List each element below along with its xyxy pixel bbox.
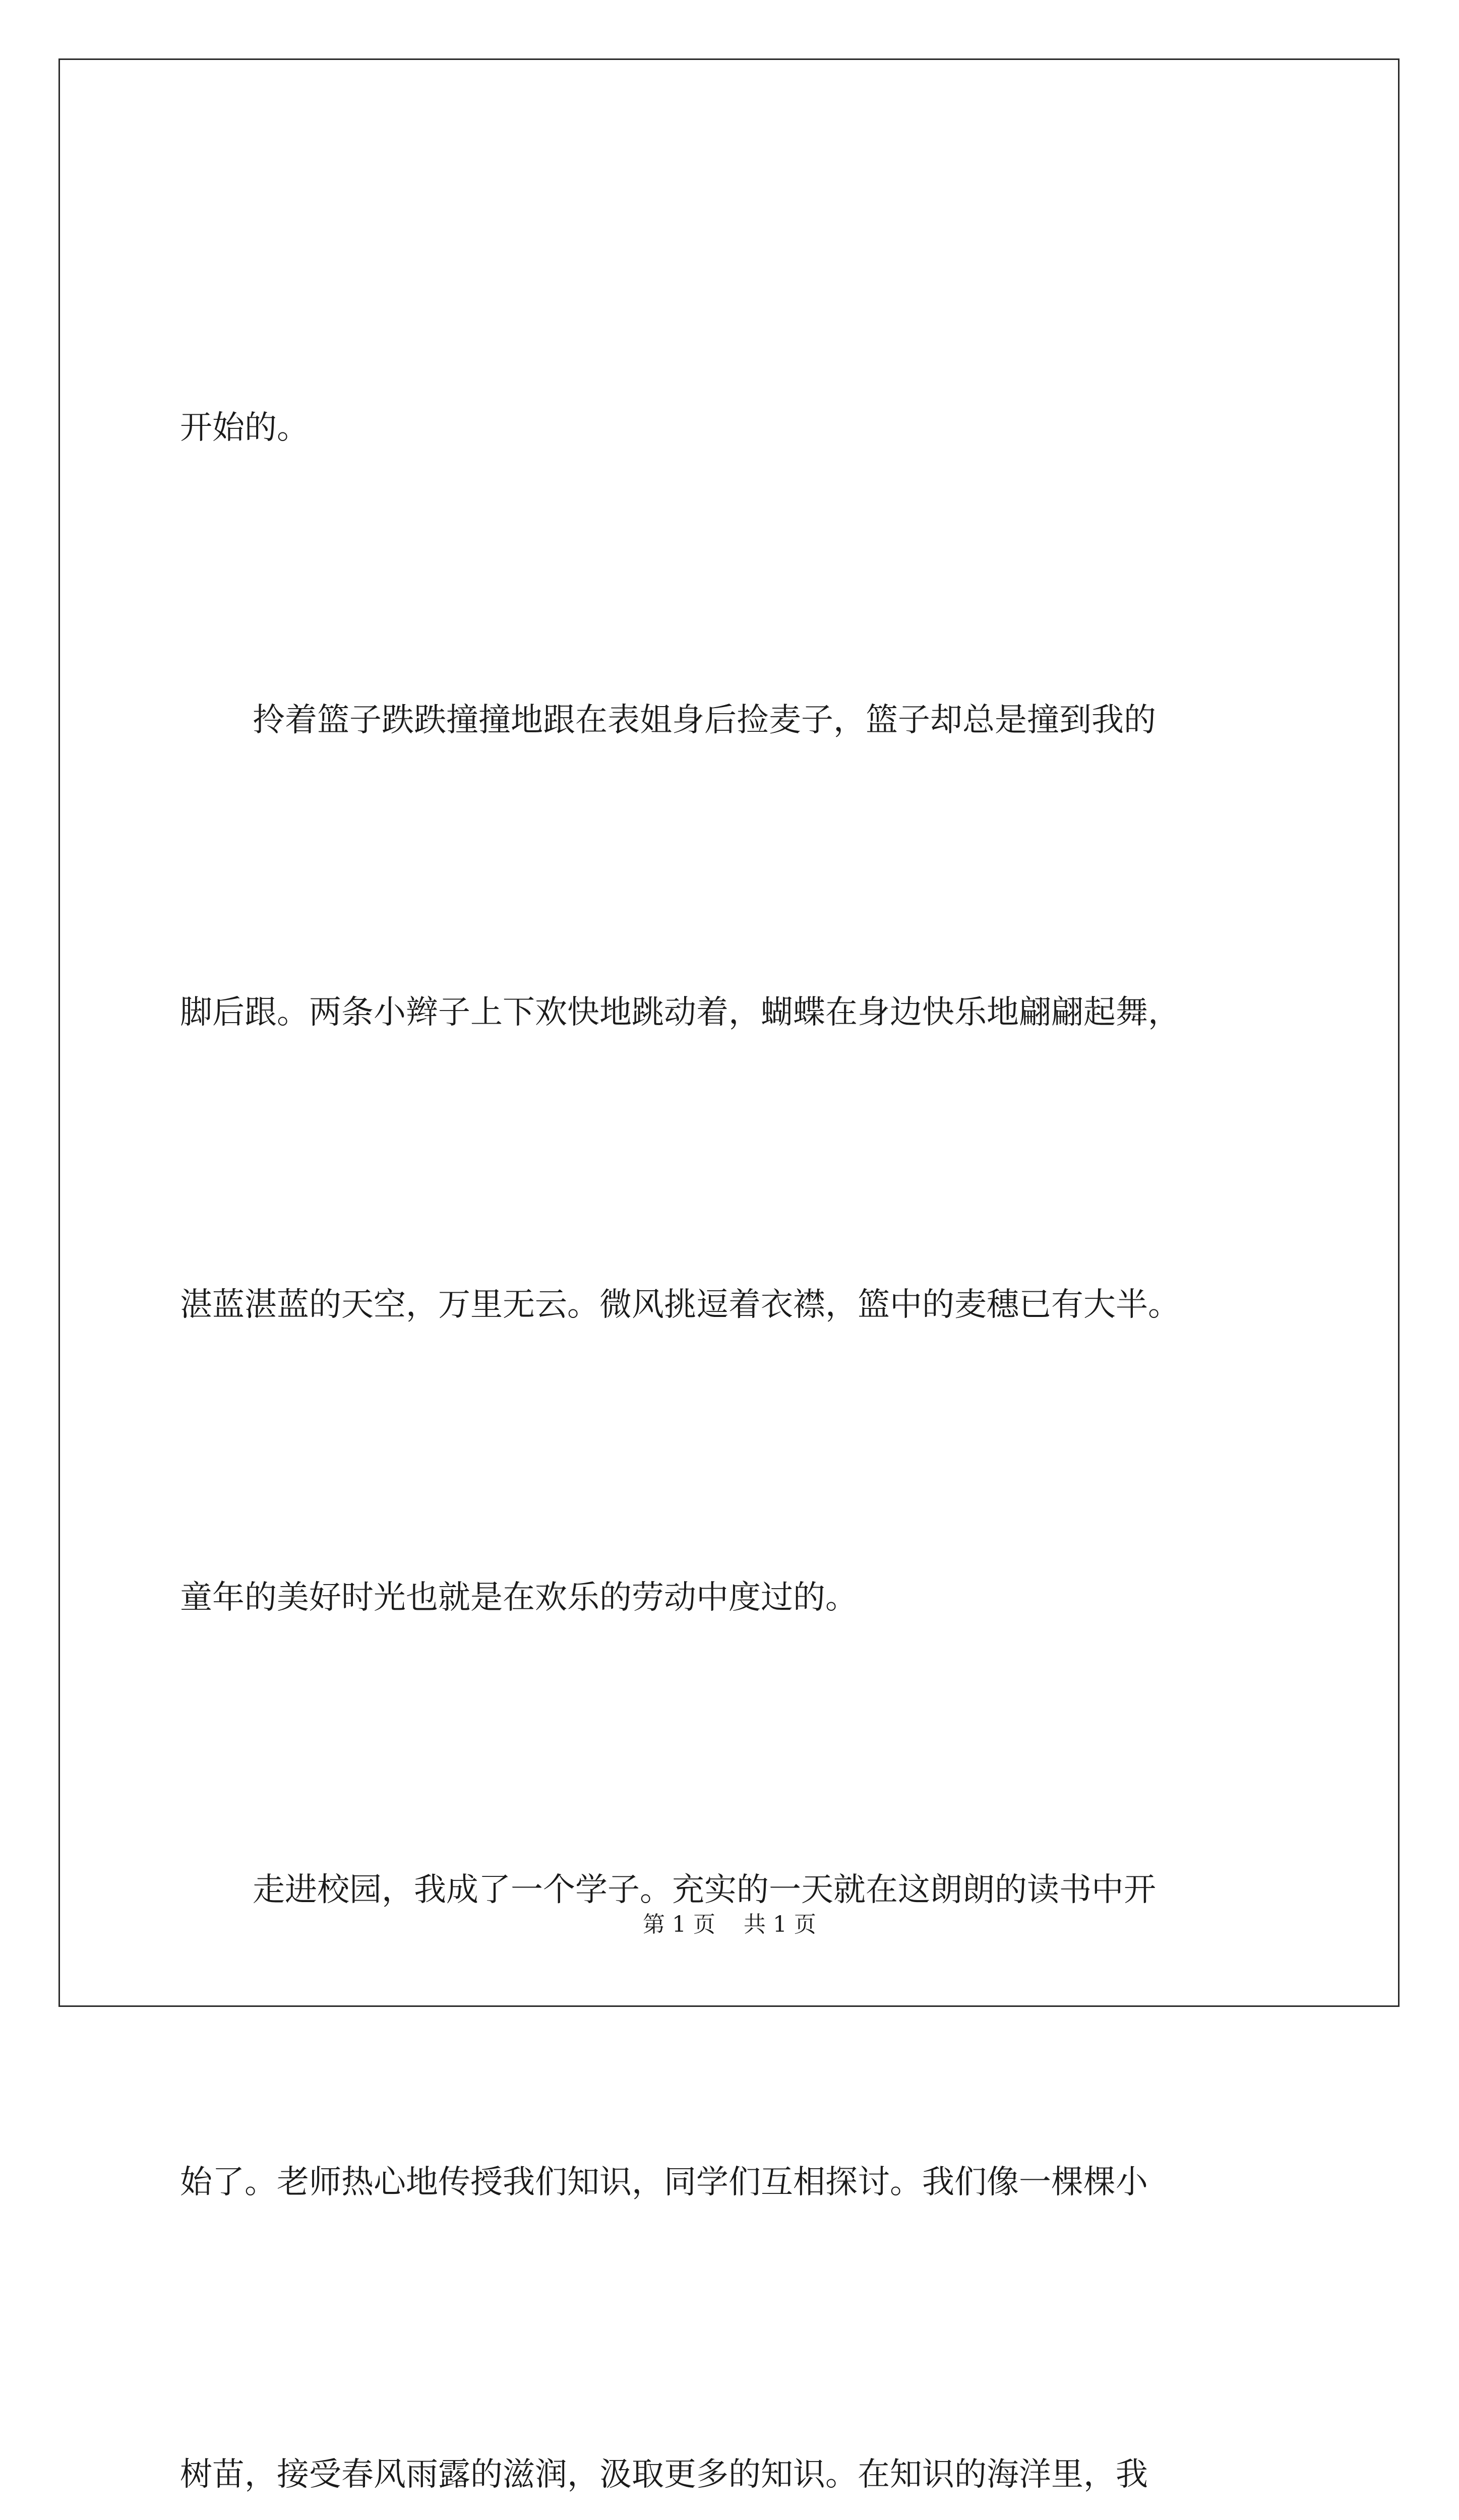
text-line-8: 树苗，接受春风雨露的滋润，汲取更多的知识。在知识的海洋里，我 bbox=[180, 2456, 1148, 2494]
document-body bbox=[180, 184, 1319, 2520]
text-line-2: 拎着篮子跌跌撞撞地跟在表姐身后捡麦子，篮子却总是撞到我的 bbox=[253, 702, 1156, 739]
text-line-5: 童年的美好时光也就是在欢乐的劳动中度过的。 bbox=[180, 1579, 858, 1616]
text-line-4: 湛蓝湛蓝的天空，万里无云。微风挑逗着衣襟，篮中的麦穗已有大半。 bbox=[180, 1286, 1180, 1324]
text-line-6: 走进校园，我成了一个学子。充实的一天就在这朗朗的读书中开 bbox=[253, 1871, 1156, 1909]
page-footer: 第 1 页 共 1 页 bbox=[643, 1912, 816, 1937]
text-line-7: 始了。老师热心地传授我们知识，同学们互相探讨。我们像一棵棵小 bbox=[180, 2164, 1148, 2201]
text-line-3: 脚后跟。两条小辫子上下欢快地跳动着，蝴蝶在身边快乐地翩翩起舞， bbox=[180, 994, 1180, 1032]
text-line-1: 开始的。 bbox=[180, 409, 309, 447]
